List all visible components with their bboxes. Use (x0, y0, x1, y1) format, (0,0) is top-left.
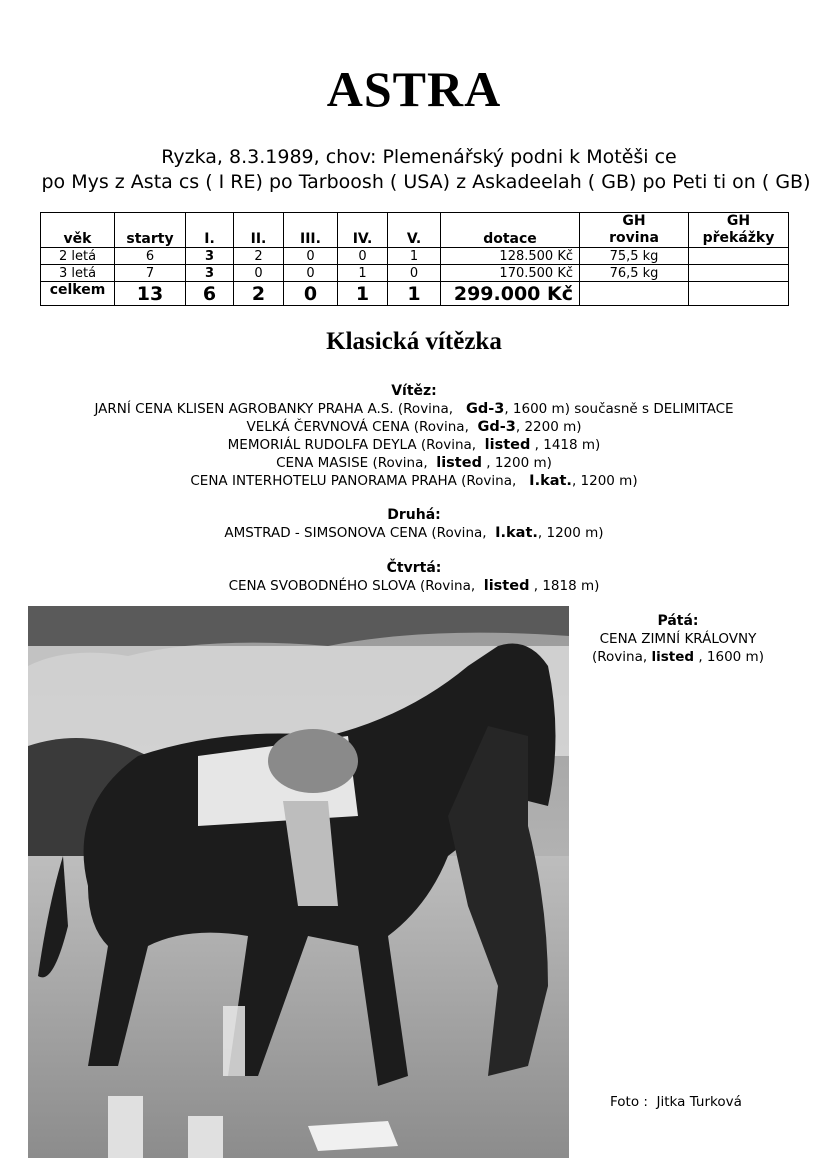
cell-third: 0 (284, 265, 338, 282)
cell-gh-jumps (689, 248, 789, 265)
section-title: Klasická vítězka (326, 328, 502, 355)
horse-photo (28, 606, 569, 1158)
col-header-age: věk (41, 213, 115, 248)
cell-fourth: 1 (338, 265, 388, 282)
second-place-heading: Druhá: (387, 507, 441, 523)
cell-starts: 7 (115, 265, 186, 282)
cell-second: 0 (234, 265, 284, 282)
cell-total-third: 0 (284, 282, 338, 306)
fifth-place-heading: Pátá: (657, 613, 699, 629)
page-title: ASTRA (326, 61, 502, 117)
cell-first: 3 (186, 265, 234, 282)
cell-total-gh-jumps (689, 282, 789, 306)
col-header-third: III. (284, 213, 338, 248)
race-result-line: AMSTRAD - SIMSONOVA CENA (Rovina, I.kat., 1200 m) (224, 525, 604, 541)
cell-fourth: 0 (338, 248, 388, 265)
race-result-line: CENA INTERHOTELU PANORAMA PRAHA (Rovina, I.kat., 1200 m) (190, 473, 638, 489)
race-result-line: CENA ZIMNÍ KRÁLOVNY (599, 631, 757, 647)
cell-total-fifth: 1 (388, 282, 441, 306)
cell-starts: 6 (115, 248, 186, 265)
winner-heading: Vítěz: (391, 383, 437, 399)
pedigree-line: po Mys z Asta cs ( I RE) po Tarboosh ( USA) z Askadeelah ( GB) po Peti ti on ( GB) (41, 171, 811, 193)
col-header-prize-money: dotace (441, 213, 580, 248)
race-result-line: (Rovina, listed , 1600 m) (592, 649, 764, 665)
horse-info-line: Ryzka, 8.3.1989, chov: Plemenářský podni k Motěši ce (161, 146, 677, 168)
cell-age: 2 letá (41, 248, 115, 265)
col-header-fourth: IV. (338, 213, 388, 248)
race-stats-table (40, 212, 789, 306)
cell-first: 3 (186, 248, 234, 265)
photo-credit: Foto : Jitka Turková (610, 1094, 742, 1110)
cell-fifth: 0 (388, 265, 441, 282)
col-header-starts: starty (115, 213, 186, 248)
fifth-place-section (578, 612, 778, 666)
col-header-fifth: V. (388, 213, 441, 248)
cell-prize-money: 128.500 Kč (441, 248, 580, 265)
race-result-line: VELKÁ ČERVNOVÁ CENA (Rovina, Gd-3, 2200 m) (246, 419, 582, 435)
col-header-gh-jumps: GH překážky (689, 213, 789, 248)
fourth-place-heading: Čtvrtá: (386, 560, 442, 576)
cell-total-second: 2 (234, 282, 284, 306)
cell-third: 0 (284, 248, 338, 265)
table-row (41, 265, 789, 282)
race-result-line: CENA MASISE (Rovina, listed , 1200 m) (276, 455, 552, 471)
table-row (41, 248, 789, 265)
winner-section (0, 382, 828, 490)
cell-gh-jumps (689, 265, 789, 282)
cell-total-prize-money: 299.000 Kč (441, 282, 580, 306)
col-header-second: II. (234, 213, 284, 248)
col-header-first: I. (186, 213, 234, 248)
fourth-place-section (0, 559, 828, 595)
cell-second: 2 (234, 248, 284, 265)
cell-fifth: 1 (388, 248, 441, 265)
cell-total-starts: 13 (115, 282, 186, 306)
cell-total-fourth: 1 (338, 282, 388, 306)
cell-gh-flat: 76,5 kg (580, 265, 689, 282)
cell-total-label: celkem (41, 282, 115, 306)
cell-age: 3 letá (41, 265, 115, 282)
cell-gh-flat: 75,5 kg (580, 248, 689, 265)
cell-total-gh-flat (580, 282, 689, 306)
table-total-row (41, 282, 789, 306)
second-place-section (0, 506, 828, 542)
race-result-line: CENA SVOBODNÉHO SLOVA (Rovina, listed , 1818 m) (228, 578, 600, 594)
race-result-line: MEMORIÁL RUDOLFA DEYLA (Rovina, listed , 1418 m) (227, 437, 601, 453)
col-header-gh-flat: GH rovina (580, 213, 689, 248)
cell-total-first: 6 (186, 282, 234, 306)
cell-prize-money: 170.500 Kč (441, 265, 580, 282)
race-result-line: JARNÍ CENA KLISEN AGROBANKY PRAHA A.S. (Rovina, Gd-3, 1600 m) současně s DELIMITACE (94, 401, 734, 417)
